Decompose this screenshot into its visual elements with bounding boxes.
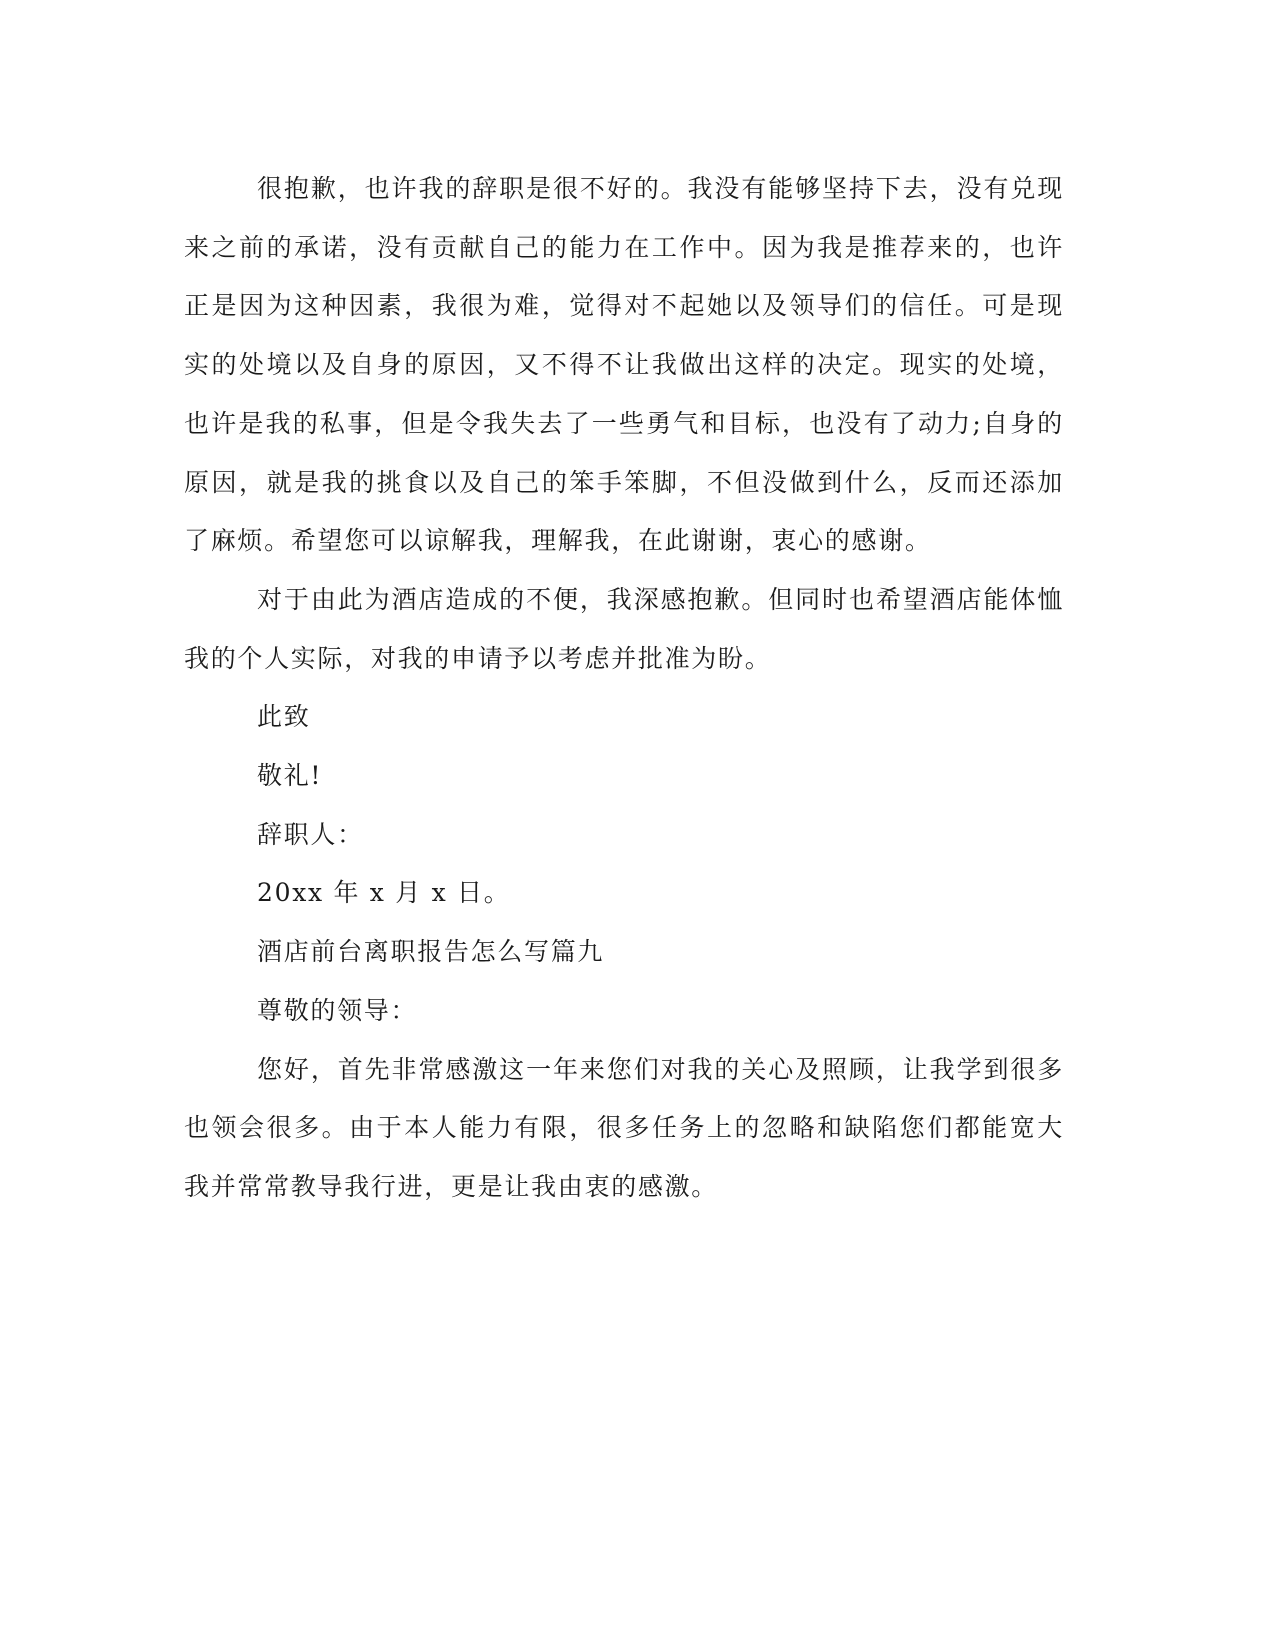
- date-line: 20xx 年 x 月 x 日。: [257, 878, 511, 908]
- section-title: 酒店前台离职报告怎么写篇九: [257, 937, 605, 967]
- resignation-paragraph-1: 很抱歉，也许我的辞职是很不好的。我没有能够坚持下去，没有兑现来之前的承诺，没有贡献自己的能力在工作中。因为我是推荐来的，也许正是因为这种因素，我很为难，觉得对不起她以及领导们的信任。可是现实的处境以及自身的原因，又不得不让我做出这样的决定。现实的处境，也许是我的私事，但是令我失去了一些勇气和目标，也没有了动力;自身的原因，就是我的挑食以及自己的笨手笨脚，不但没做到什么，反而还添加了麻烦。希望您可以谅解我，理解我，在此谢谢，衷心的感谢。: [184, 174, 1064, 556]
- salute-line: 敬礼!: [257, 761, 323, 791]
- closing-line: 此致: [257, 702, 311, 732]
- greeting-line: 尊敬的领导：: [257, 995, 418, 1025]
- resignation-paragraph-2: 对于由此为酒店造成的不便，我深感抱歉。但同时也希望酒店能体恤我的个人实际，对我的申请予以考虑并批准为盼。: [184, 584, 1064, 673]
- signer-label: 辞职人：: [257, 819, 364, 849]
- document-body: [184, 160, 1064, 1217]
- letter-body-paragraph: 您好，首先非常感激这一年来您们对我的关心及照顾，让我学到很多也领会很多。由于本人能力有限，很多任务上的忽略和缺陷您们都能宽大我并常常教导我行进，更是让我由衷的感激。: [184, 1054, 1064, 1201]
